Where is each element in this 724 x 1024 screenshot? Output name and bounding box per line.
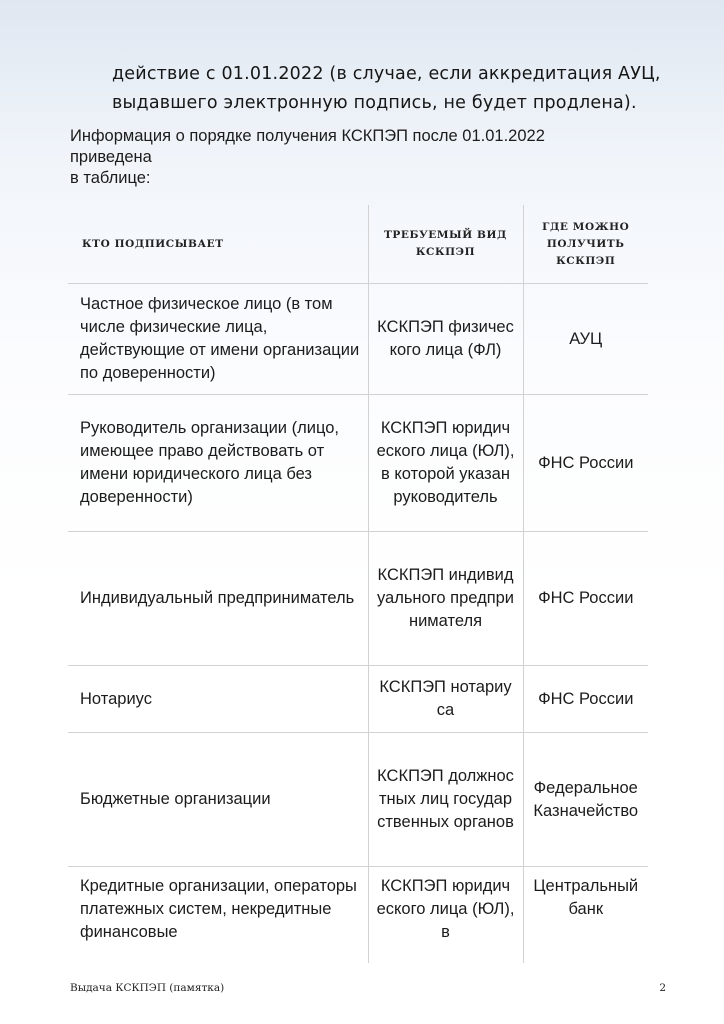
cell-who-signs: Руководитель организации (лицо, имеющее право действовать от имени юридического лица без доверенности)	[68, 395, 368, 532]
table-intro-line-2: приведена	[70, 148, 152, 166]
table-row	[68, 395, 648, 532]
cell-required-type: КСКПЭП нотариуса	[368, 666, 523, 733]
cell-where-to-get: АУЦ	[523, 284, 648, 395]
table-row	[68, 867, 648, 964]
table-intro-text	[70, 126, 630, 189]
header-who-signs: КТО ПОДПИСЫВАЕТ	[68, 205, 368, 284]
signature-table	[68, 205, 648, 963]
intro-line-1: действие с 01.01.2022 (в случае, если аккредитация АУЦ,	[112, 64, 661, 84]
cell-who-signs: Кредитные организации, операторы платежных систем, некредитные финансовые	[68, 867, 368, 964]
table-intro-line-3: в таблице:	[70, 169, 151, 187]
cell-where-to-get: Центральный банк	[523, 867, 648, 964]
cell-who-signs: Частное физическое лицо (в том числе физические лица, действующие от имени организации по доверенности)	[68, 284, 368, 395]
intro-paragraph	[112, 60, 682, 118]
cell-where-to-get: Федеральное Казначейство	[523, 733, 648, 867]
page-number: 2	[659, 982, 666, 994]
intro-line-2: выдавшего электронную подпись, не будет продлена).	[112, 93, 637, 113]
table-row	[68, 284, 648, 395]
table-intro-line-1: Информация о порядке получения КСКПЭП после 01.01.2022	[70, 127, 545, 145]
cell-required-type: КСКПЭП юридического лица (ЮЛ), в которой указан руководитель	[368, 395, 523, 532]
cell-required-type: КСКПЭП индивидуального предпринимателя	[368, 532, 523, 666]
cell-required-type: КСКПЭП должностных лиц государственных органов	[368, 733, 523, 867]
header-required-type: ТРЕБУЕМЫЙ ВИД КСКПЭП	[368, 205, 523, 284]
table-row	[68, 532, 648, 666]
cell-who-signs: Индивидуальный предприниматель	[68, 532, 368, 666]
table-row	[68, 733, 648, 867]
cell-where-to-get: ФНС России	[523, 666, 648, 733]
page-footer	[70, 982, 666, 994]
cell-required-type: КСКПЭП физического лица (ФЛ)	[368, 284, 523, 395]
cell-required-type: КСКПЭП юридического лица (ЮЛ), в	[368, 867, 523, 964]
cell-where-to-get: ФНС России	[523, 532, 648, 666]
cell-who-signs: Нотариус	[68, 666, 368, 733]
footer-title: Выдача КСКПЭП (памятка)	[70, 982, 225, 994]
header-where-to-get: ГДЕ МОЖНО ПОЛУЧИТЬ КСКПЭП	[523, 205, 648, 284]
table-header-row	[68, 205, 648, 284]
cell-where-to-get: ФНС России	[523, 395, 648, 532]
cell-who-signs: Бюджетные организации	[68, 733, 368, 867]
table-row	[68, 666, 648, 733]
